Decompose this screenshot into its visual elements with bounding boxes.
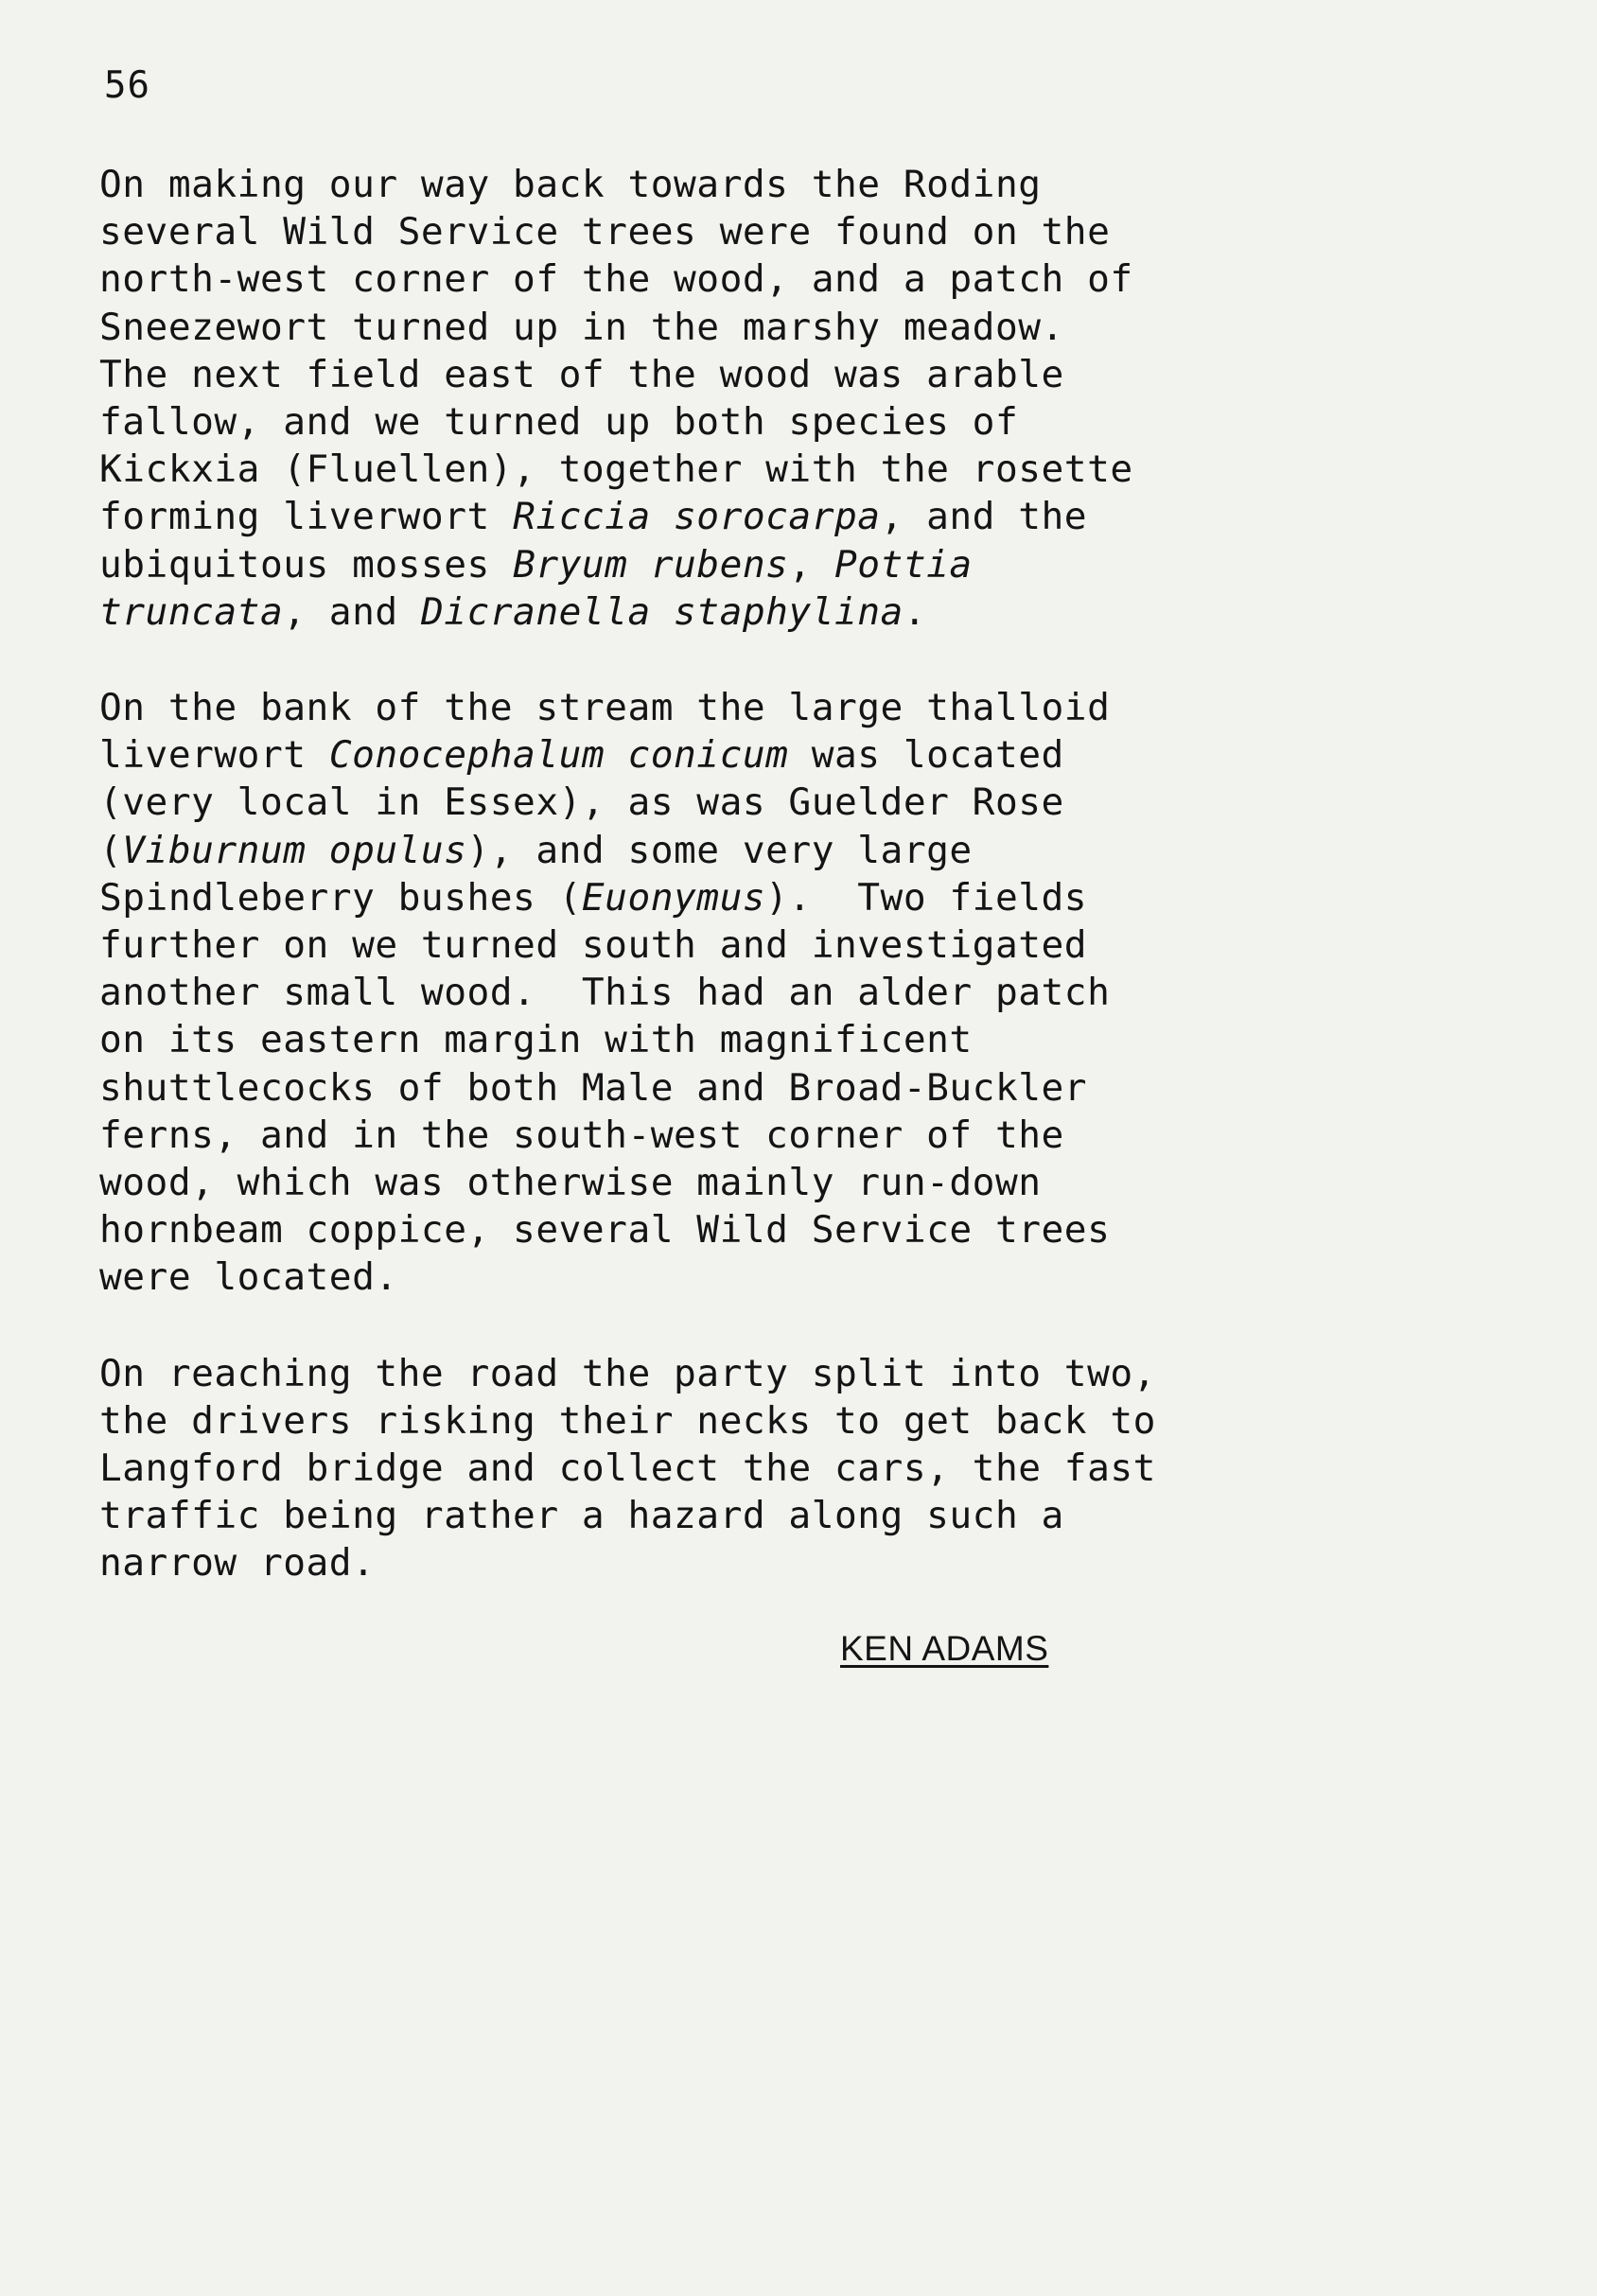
text-line [99, 398, 1452, 446]
text-segment: , and the [880, 495, 1088, 539]
text-line [99, 304, 1452, 351]
species-name: Bryum rubens [513, 542, 789, 587]
text-line [99, 921, 1452, 969]
text-segment: fallow, and we turned up both species of [99, 400, 1019, 445]
text-line [99, 541, 1452, 588]
text-segment: hornbeam coppice, several Wild Service trees [99, 1208, 1111, 1253]
paragraph [99, 161, 1452, 636]
text-line [99, 1206, 1452, 1253]
text-segment: , and [283, 589, 421, 634]
text-segment: , [788, 542, 834, 587]
text-line [99, 161, 1452, 208]
text-line [99, 1397, 1452, 1445]
paragraph [99, 684, 1452, 1302]
text-segment: forming liverwort [99, 495, 514, 539]
text-line [99, 779, 1452, 826]
text-segment: On making our way back towards the Roding [99, 163, 1042, 206]
text-line [99, 493, 1452, 540]
species-name: Viburnum opulus [122, 828, 467, 872]
species-name: Dicranella staphylina [420, 589, 904, 634]
text-line [99, 588, 1452, 636]
text-line [99, 1064, 1452, 1112]
paragraph [99, 1350, 1452, 1587]
text-segment: traffic being rather a hazard along such a [99, 1494, 1064, 1538]
text-segment: Kickxia (Fluellen), together with the rosette [99, 447, 1133, 492]
text-segment: further on we turned south and investigated [99, 923, 1088, 968]
text-segment: Spindleberry bushes ( [99, 875, 582, 920]
text-segment: ubiquitous mosses [99, 542, 514, 587]
text-line [99, 1445, 1452, 1492]
text-segment: ( [99, 828, 123, 872]
text-segment: The next field east of the wood was arable [99, 352, 1064, 396]
text-line [99, 1159, 1452, 1206]
text-segment: narrow road. [99, 1541, 376, 1586]
species-name: Euonymus [581, 875, 766, 920]
text-line [99, 684, 1452, 731]
text-line [99, 1112, 1452, 1159]
text-segment: ), and some very large [466, 828, 973, 872]
text-segment: was located [788, 733, 1064, 778]
text-line [99, 351, 1452, 398]
text-line [99, 1350, 1452, 1397]
species-name: Conocephalum conicum [328, 733, 789, 778]
species-name: Riccia sorocarpa [513, 495, 881, 539]
text-line [99, 969, 1452, 1016]
text-segment: several Wild Service trees were found on the [99, 210, 1111, 254]
text-line [99, 1539, 1452, 1586]
text-line [99, 446, 1452, 493]
species-name: Pottia [834, 542, 973, 587]
text-line [99, 731, 1452, 779]
species-name: truncata [99, 589, 284, 634]
article-body [99, 161, 1452, 1636]
text-segment: ). Two fields [765, 875, 1088, 920]
text-line [99, 208, 1452, 255]
text-segment: . [903, 589, 927, 634]
text-line [99, 874, 1452, 921]
text-segment: On the bank of the stream the large thalloid [99, 686, 1111, 730]
text-line [99, 255, 1452, 303]
text-line [99, 1016, 1452, 1063]
text-segment: liverwort [99, 733, 329, 778]
text-line [99, 1253, 1452, 1301]
author-signature: KEN ADAMS [840, 1629, 1049, 1668]
text-segment: shuttlecocks of both Male and Broad-Buckler [99, 1065, 1088, 1110]
text-line [99, 1492, 1452, 1539]
text-segment: were located. [99, 1255, 398, 1300]
text-segment: ferns, and in the south-west corner of the [99, 1113, 1064, 1157]
text-segment: Langford bridge and collect the cars, the fast [99, 1446, 1156, 1491]
text-segment: Sneezewort turned up in the marshy meadow. [99, 305, 1064, 349]
text-segment: the drivers risking their necks to get back to [99, 1398, 1156, 1443]
text-segment: wood, which was otherwise mainly run-down [99, 1161, 1042, 1205]
text-segment: On reaching the road the party split into two, [99, 1351, 1156, 1395]
text-segment: north-west corner of the wood, and a patch of [99, 257, 1133, 302]
text-line [99, 827, 1452, 874]
text-segment: on its eastern margin with magnificent [99, 1018, 973, 1062]
text-segment: another small wood. This had an alder patch [99, 971, 1111, 1015]
page-number: 56 [104, 64, 150, 107]
text-segment: (very local in Essex), as was Guelder Rose [99, 780, 1064, 825]
